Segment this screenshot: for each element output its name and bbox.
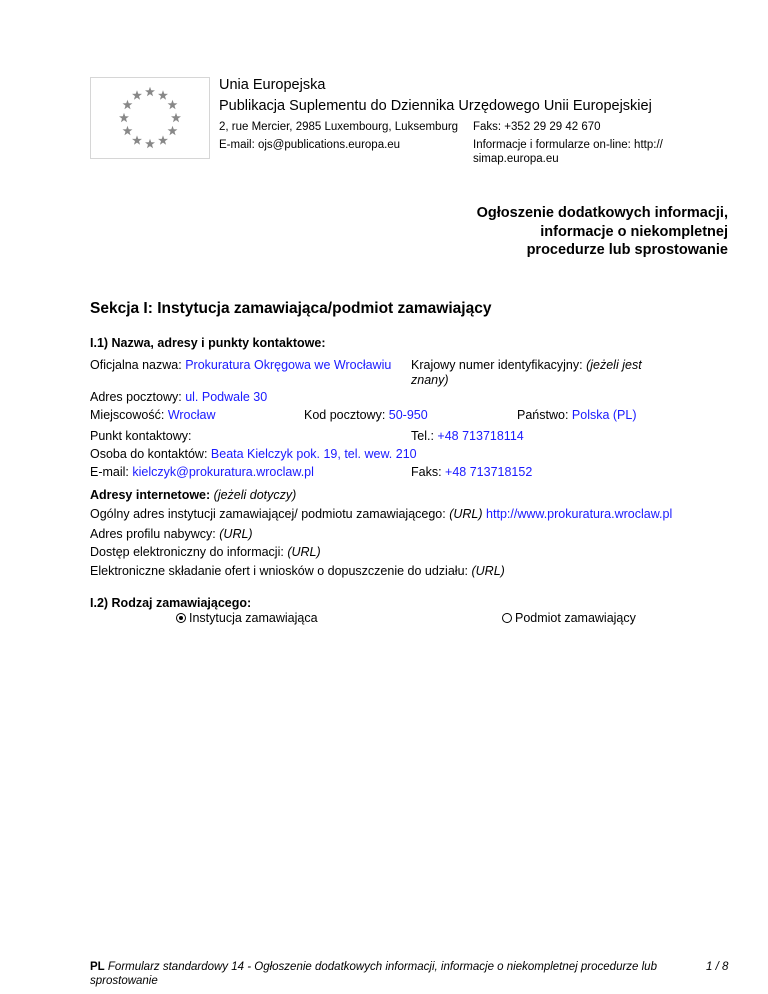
eu-star-icon bbox=[168, 100, 178, 109]
email-value: kielczyk@prokuratura.wroclaw.pl bbox=[132, 465, 314, 479]
postcode-value: 50-950 bbox=[388, 408, 428, 422]
eu-logo bbox=[90, 77, 210, 159]
general-url-label: Ogólny adres instytucji zamawiającej/ podmiotu zamawiającego: bbox=[90, 507, 446, 521]
footer-form-line2: sprostowanie bbox=[90, 975, 158, 987]
national-id-note-cont: znany) bbox=[411, 373, 449, 387]
postal-address-row bbox=[90, 390, 267, 404]
country-row bbox=[517, 408, 637, 422]
subsection-1-2-title: I.2) Rodzaj zamawiającego: bbox=[90, 596, 252, 610]
e-submission-note: (URL) bbox=[471, 564, 505, 578]
info-online-line1: Informacje i formularze on-line: http:// bbox=[473, 139, 663, 151]
e-access-note: (URL) bbox=[287, 545, 321, 559]
radio-unselected-icon[interactable] bbox=[502, 613, 512, 623]
eu-star-icon bbox=[158, 135, 168, 144]
city-value: Wrocław bbox=[167, 408, 216, 422]
section-title: Sekcja I: Instytucja zamawiająca/podmiot zamawiający bbox=[90, 300, 492, 317]
email-row bbox=[90, 465, 314, 479]
radio-selected-icon[interactable] bbox=[176, 613, 186, 623]
e-submission-row bbox=[90, 564, 505, 578]
e-access-label: Dostęp elektroniczny do informacji: bbox=[90, 545, 284, 559]
buyer-profile-label: Adres profilu nabywcy: bbox=[90, 527, 216, 541]
national-id-row bbox=[411, 358, 642, 372]
postal-address-value: ul. Podwale 30 bbox=[185, 390, 268, 404]
country-value: Polska (PL) bbox=[571, 408, 637, 422]
country-label: Państwo: bbox=[517, 408, 569, 422]
option-institution[interactable] bbox=[176, 611, 318, 625]
footer-lang: PL bbox=[90, 961, 105, 973]
publisher-email: E-mail: ojs@publications.europa.eu bbox=[219, 139, 401, 151]
document-title: Ogłoszenie dodatkowych informacji, informacje o niekompletnej procedurze lub sprostowanie bbox=[476, 205, 728, 258]
email-label: E-mail: bbox=[90, 465, 129, 479]
general-url-row bbox=[90, 507, 672, 521]
info-online-line2: simap.europa.eu bbox=[473, 153, 559, 165]
eu-star-icon bbox=[119, 113, 129, 122]
national-id-label: Krajowy numer identyfikacyjny: bbox=[411, 358, 583, 372]
option-institution-label: Instytucja zamawiająca bbox=[189, 611, 318, 625]
official-name-value: Prokuratura Okręgowa we Wrocławiu bbox=[185, 358, 392, 372]
eu-star-icon bbox=[132, 135, 142, 144]
official-name-label: Oficjalna nazwa: bbox=[90, 358, 182, 372]
fax-value: +48 713718152 bbox=[445, 465, 533, 479]
eu-star-icon bbox=[171, 113, 181, 122]
e-access-row bbox=[90, 545, 321, 559]
postal-address-label: Adres pocztowy: bbox=[90, 390, 182, 404]
contact-point-label: Punkt kontaktowy: bbox=[90, 429, 192, 443]
eu-star-icon bbox=[145, 87, 155, 96]
eu-stars-flag-icon bbox=[91, 78, 209, 158]
buyer-profile-note: (URL) bbox=[219, 527, 253, 541]
national-id-note: (jeżeli jest bbox=[586, 358, 642, 372]
fax-row bbox=[411, 465, 532, 479]
general-url-value: http://www.prokuratura.wroclaw.pl bbox=[486, 507, 673, 521]
postcode-row bbox=[304, 408, 428, 422]
general-url-note: (URL) bbox=[449, 507, 483, 521]
buyer-profile-row bbox=[90, 527, 253, 541]
tel-row bbox=[411, 429, 524, 443]
official-name-row bbox=[90, 358, 391, 372]
eu-star-icon bbox=[123, 126, 133, 135]
internet-addresses-note: (jeżeli dotyczy) bbox=[213, 488, 297, 502]
postcode-label: Kod pocztowy: bbox=[304, 408, 386, 422]
e-submission-label: Elektroniczne składanie ofert i wniosków o dopuszczenie do udziału: bbox=[90, 564, 468, 578]
footer-form-line1 bbox=[90, 961, 657, 973]
internet-addresses-row bbox=[90, 488, 296, 502]
contact-person-row bbox=[90, 447, 417, 461]
eu-star-icon bbox=[123, 100, 133, 109]
eu-star-icon bbox=[168, 126, 178, 135]
contact-person-value: Beata Kielczyk pok. 19, tel. wew. 210 bbox=[210, 447, 417, 461]
option-entity[interactable] bbox=[502, 611, 636, 625]
city-label: Miejscowość: bbox=[90, 408, 165, 422]
internet-addresses-label: Adresy internetowe: bbox=[90, 488, 211, 502]
publisher-fax: Faks: +352 29 29 42 670 bbox=[473, 121, 601, 133]
fax-label: Faks: bbox=[411, 465, 442, 479]
subsection-1-1-title: I.1) Nazwa, adresy i punkty kontaktowe: bbox=[90, 336, 326, 350]
org-name: Unia Europejska bbox=[219, 77, 326, 93]
page-number: 1 / 8 bbox=[706, 961, 729, 973]
tel-label: Tel.: bbox=[411, 429, 434, 443]
city-row bbox=[90, 408, 216, 422]
tel-value: +48 713718114 bbox=[437, 429, 524, 443]
eu-star-icon bbox=[145, 139, 155, 148]
eu-star-icon bbox=[132, 90, 142, 99]
option-entity-label: Podmiot zamawiający bbox=[515, 611, 636, 625]
contact-person-label: Osoba do kontaktów: bbox=[90, 447, 208, 461]
publication-name: Publikacja Suplementu do Dziennika Urzędowego Unii Europejskiej bbox=[219, 98, 652, 114]
publisher-address: 2, rue Mercier, 2985 Luxembourg, Luksemburg bbox=[219, 121, 459, 133]
eu-star-icon bbox=[158, 90, 168, 99]
footer-form-name: Formularz standardowy 14 - Ogłoszenie dodatkowych informacji, informacje o niekompletnej procedurze lub bbox=[107, 961, 657, 973]
